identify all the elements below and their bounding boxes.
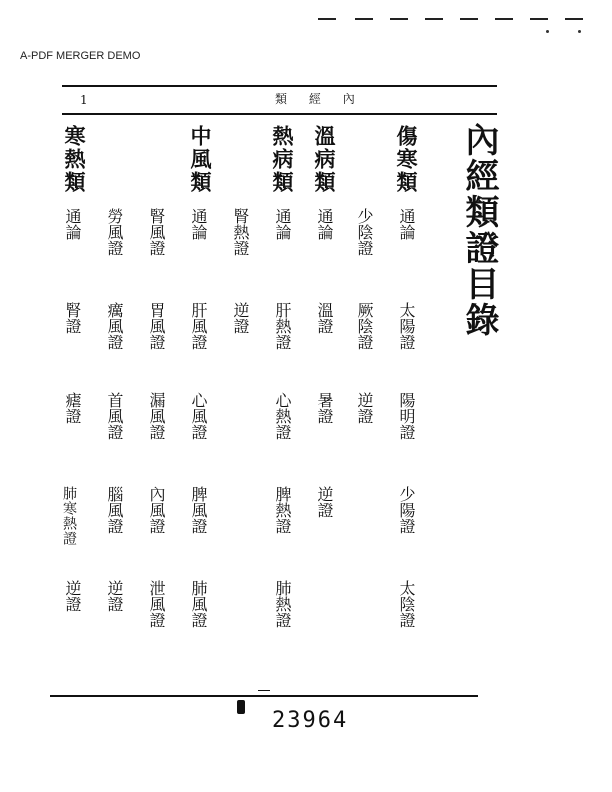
toc-item: 肺風證 — [189, 580, 208, 628]
toc-item: 溫證 — [315, 302, 334, 334]
stamp-mark-icon — [237, 700, 245, 714]
toc-item: 勞風證 — [105, 208, 124, 256]
page-number: 1 — [80, 93, 88, 107]
toc-item: 肝熱證 — [273, 302, 292, 350]
toc-item: 肺熱證 — [273, 580, 292, 628]
toc-item: 暑證 — [315, 392, 334, 424]
toc-item: 內風證 — [147, 486, 166, 534]
toc-item: 厥陰證 — [355, 302, 374, 350]
dash-mark — [355, 18, 373, 20]
category-title: 傷寒類 — [394, 125, 419, 194]
toc-item: 胃風證 — [147, 302, 166, 350]
toc-item: 通論 — [397, 208, 416, 240]
toc-item: 太陰證 — [397, 580, 416, 628]
running-title-char: 類 — [275, 92, 288, 106]
dash-mark — [318, 18, 336, 20]
toc-item: 癘風證 — [105, 302, 124, 350]
dash-mark — [425, 18, 443, 20]
toc-item: 少陰證 — [355, 208, 374, 256]
footer-mark — [258, 690, 270, 691]
toc-item: 逆證 — [355, 392, 374, 424]
toc-item: 脾風證 — [189, 486, 208, 534]
watermark-text: A-PDF MERGER DEMO — [20, 50, 141, 62]
toc-item: 逆證 — [315, 486, 334, 518]
dash-mark — [460, 18, 478, 20]
footer-rule — [50, 695, 478, 697]
speck — [578, 30, 581, 33]
running-title-char: 內 — [342, 92, 355, 106]
toc-item: 逆證 — [105, 580, 124, 612]
toc-item: 陽明證 — [397, 392, 416, 440]
toc-item: 腎證 — [63, 302, 82, 334]
toc-item: 通論 — [315, 208, 334, 240]
toc-item: 漏風證 — [147, 392, 166, 440]
dash-mark — [565, 18, 583, 20]
running-title-char: 經 — [308, 92, 321, 106]
toc-item: 少陽證 — [397, 486, 416, 534]
toc-item: 肝風證 — [189, 302, 208, 350]
category-title: 溫病類 — [312, 125, 337, 194]
stamp-number: 23964 — [272, 708, 349, 733]
toc-item: 首風證 — [105, 392, 124, 440]
toc-item: 瘧證 — [63, 392, 82, 424]
category-title: 熱病類 — [270, 125, 295, 194]
header-rule-top — [62, 85, 497, 87]
category-title: 中風類 — [188, 125, 213, 194]
dash-mark — [530, 18, 548, 20]
toc-item: 肺寒熱證 — [61, 486, 77, 546]
toc-item: 脾熱證 — [273, 486, 292, 534]
dash-mark — [390, 18, 408, 20]
toc-item: 泄風證 — [147, 580, 166, 628]
toc-item: 心風證 — [189, 392, 208, 440]
category-title: 寒熱類 — [62, 125, 87, 194]
dash-mark — [495, 18, 513, 20]
toc-item: 逆證 — [231, 302, 250, 334]
toc-item: 腦風證 — [105, 486, 124, 534]
running-title — [275, 90, 373, 107]
toc-item: 逆證 — [63, 580, 82, 612]
toc-item: 腎風證 — [147, 208, 166, 256]
toc-item: 太陽證 — [397, 302, 416, 350]
document-title: 內經類證目錄 — [459, 122, 499, 338]
header-rule-bottom — [62, 113, 497, 115]
toc-item: 心熱證 — [273, 392, 292, 440]
toc-item: 通論 — [63, 208, 82, 240]
toc-item: 通論 — [273, 208, 292, 240]
toc-item: 腎熱證 — [231, 208, 250, 256]
toc-item: 通論 — [189, 208, 208, 240]
speck — [546, 30, 549, 33]
